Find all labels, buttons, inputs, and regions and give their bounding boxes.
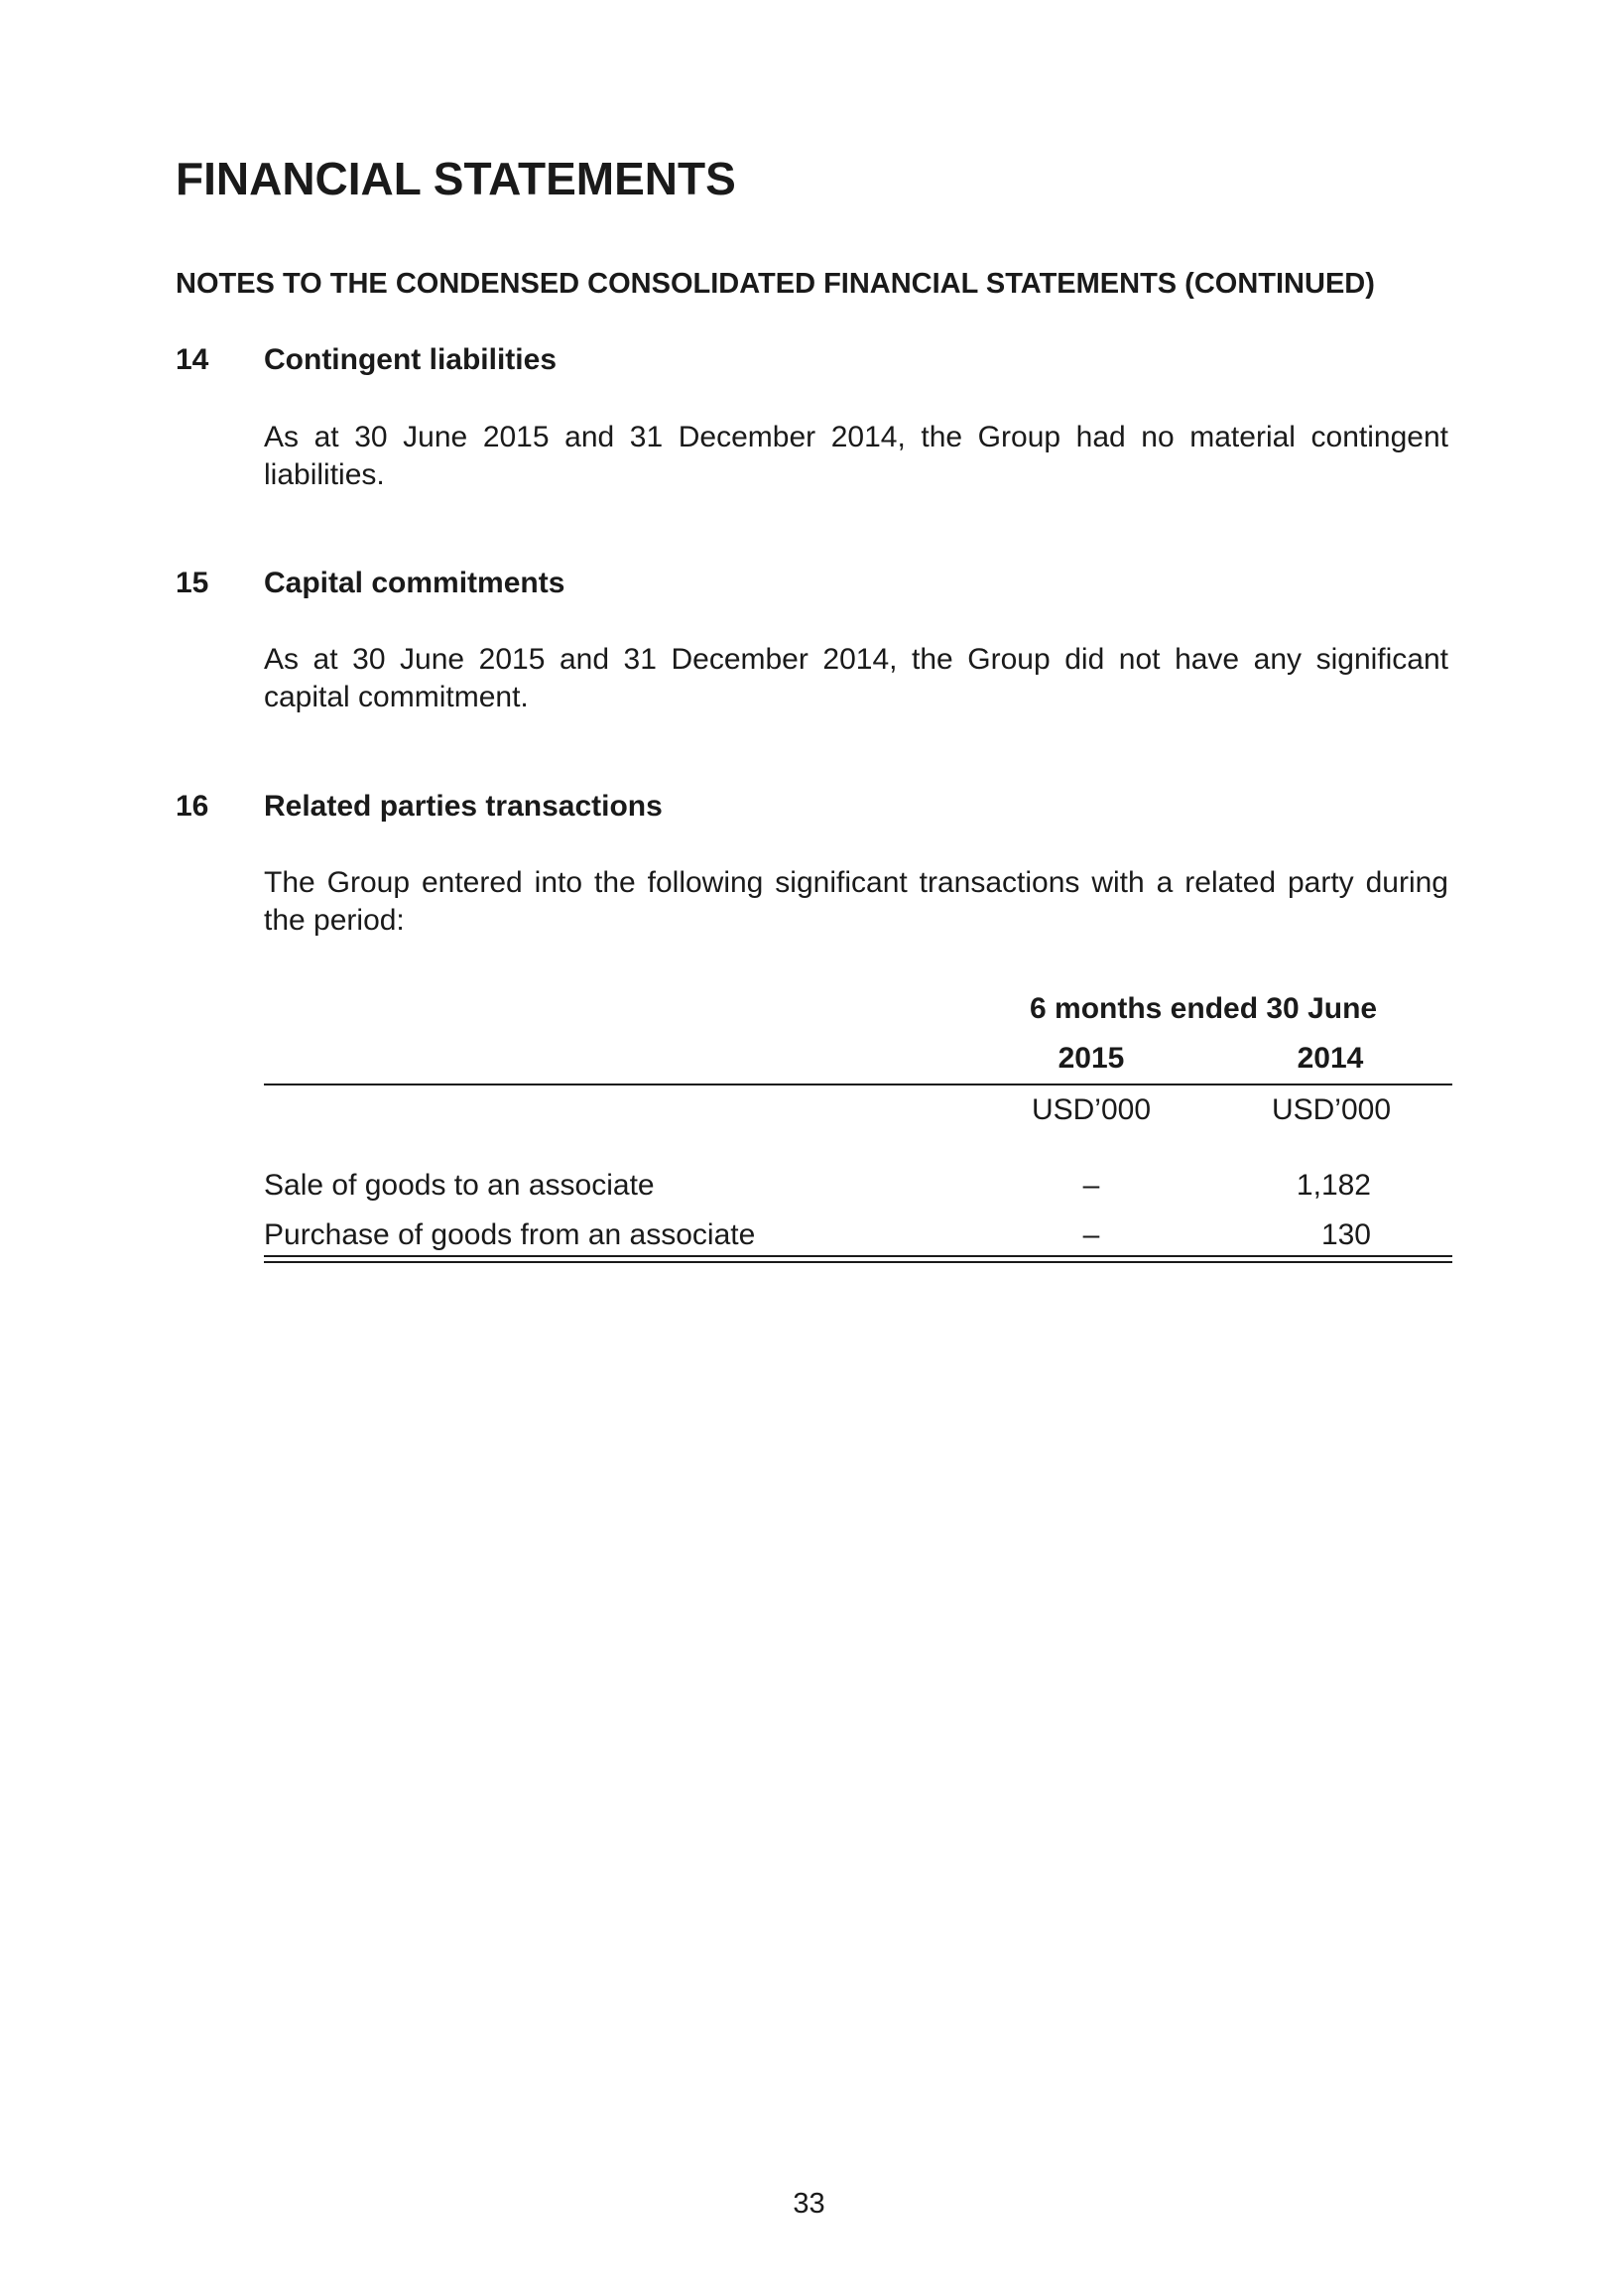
section-14-text: As at 30 June 2015 and 31 December 2014, the Group had no material contingent liabilities.	[264, 421, 1448, 491]
table-row-label: Purchase of goods from an associate	[264, 1218, 756, 1251]
table-bottom-rule-upper	[264, 1255, 1452, 1257]
section-15-number: 15	[176, 567, 209, 599]
section-14-number: 14	[176, 343, 209, 376]
section-16-number: 16	[176, 790, 209, 823]
section-15-title: Capital commitments	[264, 567, 565, 599]
section-16-text: The Group entered into the following significant transactions with a related party during the period:	[264, 866, 1448, 937]
table-cell-2014: 130	[1320, 1218, 1371, 1251]
page-number: 33	[793, 2188, 825, 2220]
table-column-2015: 2015	[1058, 1042, 1125, 1075]
page-title: FINANCIAL STATEMENTS	[176, 153, 736, 204]
table-period-header: 6 months ended 30 June	[1030, 992, 1378, 1025]
table-bottom-rule-lower	[264, 1261, 1452, 1263]
table-header-rule	[264, 1084, 1452, 1085]
table-cell-2015: –	[1082, 1218, 1100, 1251]
section-15-text: As at 30 June 2015 and 31 December 2014, the Group did not have any significant capital commitment.	[264, 643, 1448, 713]
table-unit-2015: USD’000	[1031, 1093, 1152, 1126]
table-column-2014: 2014	[1297, 1042, 1364, 1075]
table-row-label: Sale of goods to an associate	[264, 1169, 655, 1202]
section-16-title: Related parties transactions	[264, 790, 663, 823]
table-unit-2014: USD’000	[1271, 1093, 1392, 1126]
table-cell-2015: –	[1082, 1169, 1100, 1202]
section-14-title: Contingent liabilities	[264, 343, 558, 376]
table-cell-2014: 1,182	[1296, 1169, 1371, 1202]
notes-subtitle: NOTES TO THE CONDENSED CONSOLIDATED FINANCIAL STATEMENTS (CONTINUED)	[176, 268, 1375, 300]
